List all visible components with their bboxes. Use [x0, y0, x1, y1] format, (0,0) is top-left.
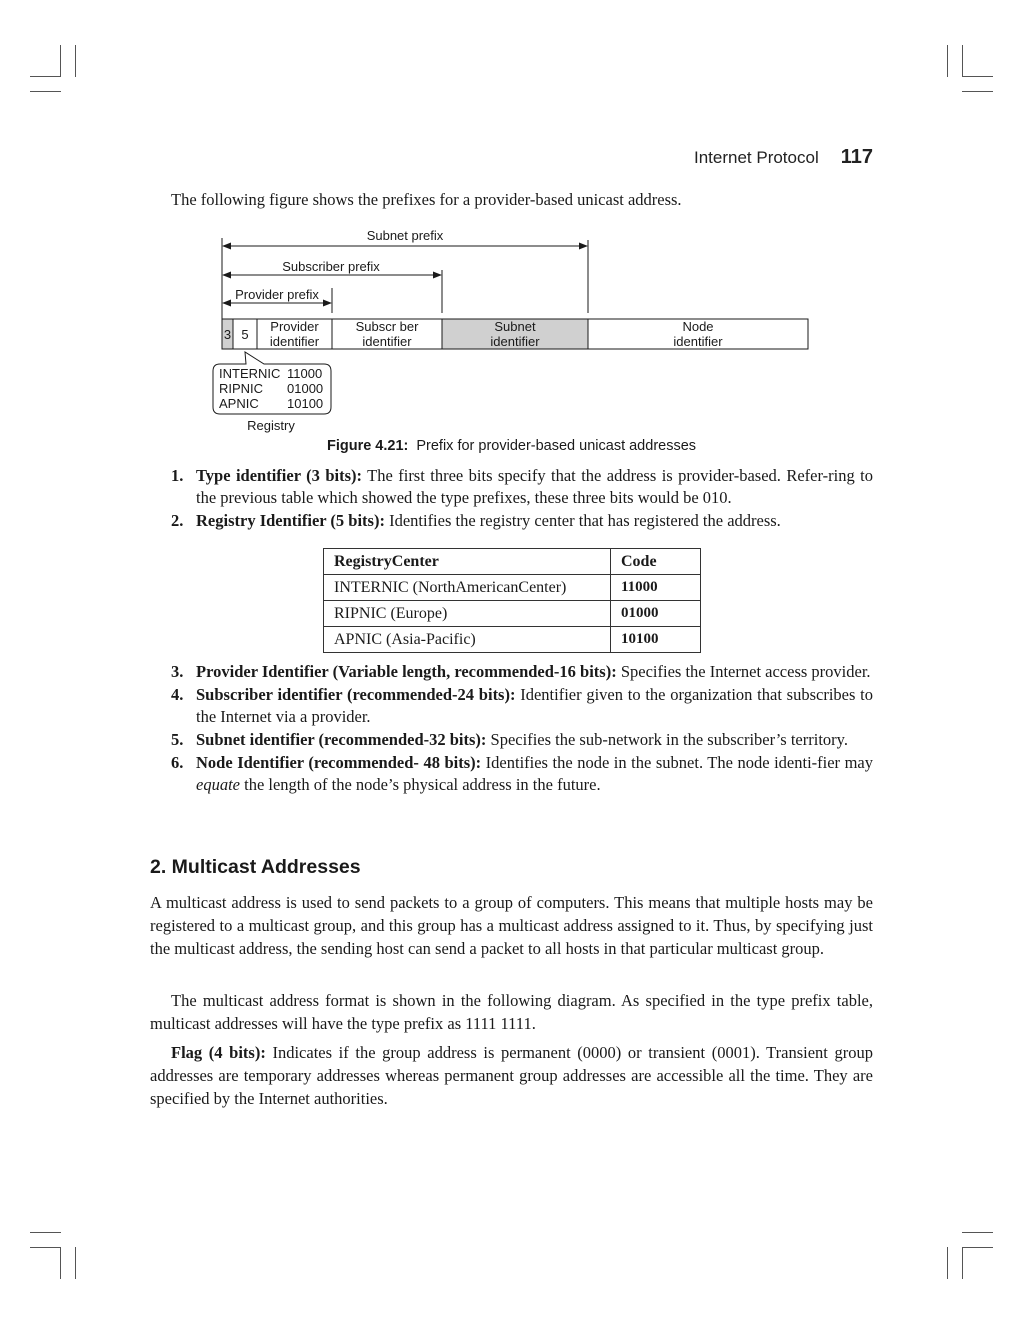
- callout-name: APNIC: [219, 396, 259, 411]
- prefix-diagram: [205, 228, 825, 433]
- field-list: [150, 465, 873, 533]
- figure-caption-text: Prefix for provider-based unicast addresses: [416, 438, 697, 454]
- list-term: Provider Identifier (Variable length, recommended-16 bits):: [196, 662, 617, 681]
- page-number: 117: [840, 146, 873, 168]
- list-text: Identifies the node in the subnet. The node identi-fier may: [481, 753, 873, 772]
- table-header-row: [324, 549, 701, 575]
- list-number: 1.: [171, 466, 184, 485]
- crop-mark: [962, 76, 993, 77]
- running-head-title: Internet Protocol: [693, 148, 819, 167]
- crop-mark: [30, 76, 61, 77]
- table-row: [324, 601, 701, 627]
- paragraph-text: Indicates if the group address is permanent (0000) or transient (0001). Transient group addresses are temporary addresses whereas permanent group addresses are accessible all the time. They are specified by the Internet authorities.: [150, 1043, 874, 1108]
- list-item: [150, 661, 873, 683]
- table-row: [324, 627, 701, 653]
- crop-mark: [962, 1247, 963, 1279]
- body-paragraph: The multicast address format is shown in the following diagram. As specified in the type prefix table, multicast addresses will have the type prefix as 1111 1111.: [150, 991, 873, 1033]
- list-term: Registry Identifier (5 bits):: [196, 511, 385, 530]
- list-text: The first three bits specify that the address is provider-based. Refer-ring to the previous table which showed the type prefixes, these three bits would be 010.: [196, 466, 873, 507]
- crop-mark: [962, 45, 963, 77]
- table-header: RegistryCenter: [324, 549, 611, 575]
- callout-name: RIPNIC: [219, 381, 264, 396]
- callout-label: Registry: [247, 418, 295, 433]
- figure-caption: [0, 438, 1023, 454]
- crop-mark: [962, 1247, 993, 1248]
- table-header: Code: [611, 549, 701, 575]
- body-paragraph: [150, 1041, 873, 1110]
- callout-code: 01000: [287, 381, 324, 396]
- list-term: Subnet identifier (recommended-32 bits):: [196, 730, 487, 749]
- list-item: [150, 752, 873, 796]
- crop-mark: [947, 45, 948, 77]
- table-row: [324, 575, 701, 601]
- list-term: Type identifier (3 bits):: [196, 466, 363, 485]
- table-cell: RIPNIC (Europe): [324, 601, 611, 627]
- callout-name: INTERNIC: [219, 366, 281, 381]
- node-field-label: Node: [682, 319, 714, 334]
- crop-mark: [30, 91, 61, 92]
- running-head: [694, 146, 873, 169]
- table-cell: INTERNIC (NorthAmericanCenter): [324, 575, 611, 601]
- subnet-field-label: Subnet: [494, 319, 536, 334]
- table-cell: APNIC (Asia-Pacific): [324, 627, 611, 653]
- crop-mark: [30, 1247, 61, 1248]
- subscriber-field-label: Subscr ber: [355, 319, 419, 334]
- callout-code: 11000: [287, 366, 323, 381]
- crop-mark: [60, 1247, 61, 1279]
- list-text: Specifies the Internet access provider.: [616, 662, 871, 681]
- list-number: 3.: [171, 662, 184, 681]
- crop-mark: [947, 1247, 948, 1279]
- table-cell: 01000: [611, 601, 701, 627]
- list-number: 4.: [171, 685, 184, 704]
- list-text: Identifies the registry center that has registered the address.: [384, 511, 781, 530]
- crop-mark: [60, 45, 61, 77]
- registry-field-value: 5: [241, 327, 249, 342]
- registry-table: [323, 548, 701, 653]
- subnet-field-label: identifier: [490, 334, 540, 349]
- crop-mark: [30, 1232, 61, 1233]
- subscriber-field-label: identifier: [362, 334, 412, 349]
- paragraph-term: Flag (4 bits):: [171, 1043, 266, 1062]
- crop-mark: [75, 45, 76, 77]
- body-paragraph: A multicast address is used to send packets to a group of computers. This means that multiple hosts may be registered to a multicast group, and this group has a multicast address assigned to it. Thus, by specifying just the multicast address, the sending host can send a packet to all hosts in that particular multicast group.: [150, 893, 873, 958]
- list-number: 5.: [171, 730, 184, 749]
- type-field-value: 3: [223, 327, 232, 342]
- crop-mark: [962, 91, 993, 92]
- list-text: the length of the node’s physical address in the future.: [239, 775, 601, 794]
- list-item: [150, 465, 873, 509]
- figure-number: Figure 4.21:: [326, 438, 409, 454]
- node-field-label: identifier: [673, 334, 723, 349]
- prefix-figure: [205, 228, 825, 433]
- list-text: Identifier given to the organization that subscribes to the Internet via a provider.: [196, 685, 873, 726]
- list-italic: equate: [196, 775, 240, 794]
- subscriber-prefix-label: Subscriber prefix: [282, 259, 380, 274]
- list-term: Node Identifier (recommended- 48 bits):: [196, 753, 482, 772]
- subnet-prefix-label: Subnet prefix: [366, 228, 444, 243]
- list-text: Specifies the sub-network in the subscriber’s territory.: [486, 730, 848, 749]
- list-item: [150, 510, 873, 532]
- section-heading: 2. Multicast Addresses: [150, 856, 361, 878]
- list-term: Subscriber identifier (recommended-24 bits):: [196, 685, 516, 704]
- table-cell: 11000: [611, 575, 701, 601]
- intro-paragraph: The following figure shows the prefixes for a provider-based unicast address.: [171, 190, 682, 209]
- list-item: [150, 684, 873, 728]
- provider-prefix-label: Provider prefix: [235, 287, 319, 302]
- provider-field-label: identifier: [269, 334, 320, 349]
- list-number: 2.: [171, 511, 184, 530]
- callout-code: 10100: [287, 396, 324, 411]
- crop-mark: [75, 1247, 76, 1279]
- crop-mark: [962, 1232, 993, 1233]
- list-item: [150, 729, 873, 751]
- list-number: 6.: [171, 753, 184, 772]
- field-list: [150, 661, 873, 797]
- provider-field-label: Provider: [270, 319, 319, 334]
- table-cell: 10100: [611, 627, 701, 653]
